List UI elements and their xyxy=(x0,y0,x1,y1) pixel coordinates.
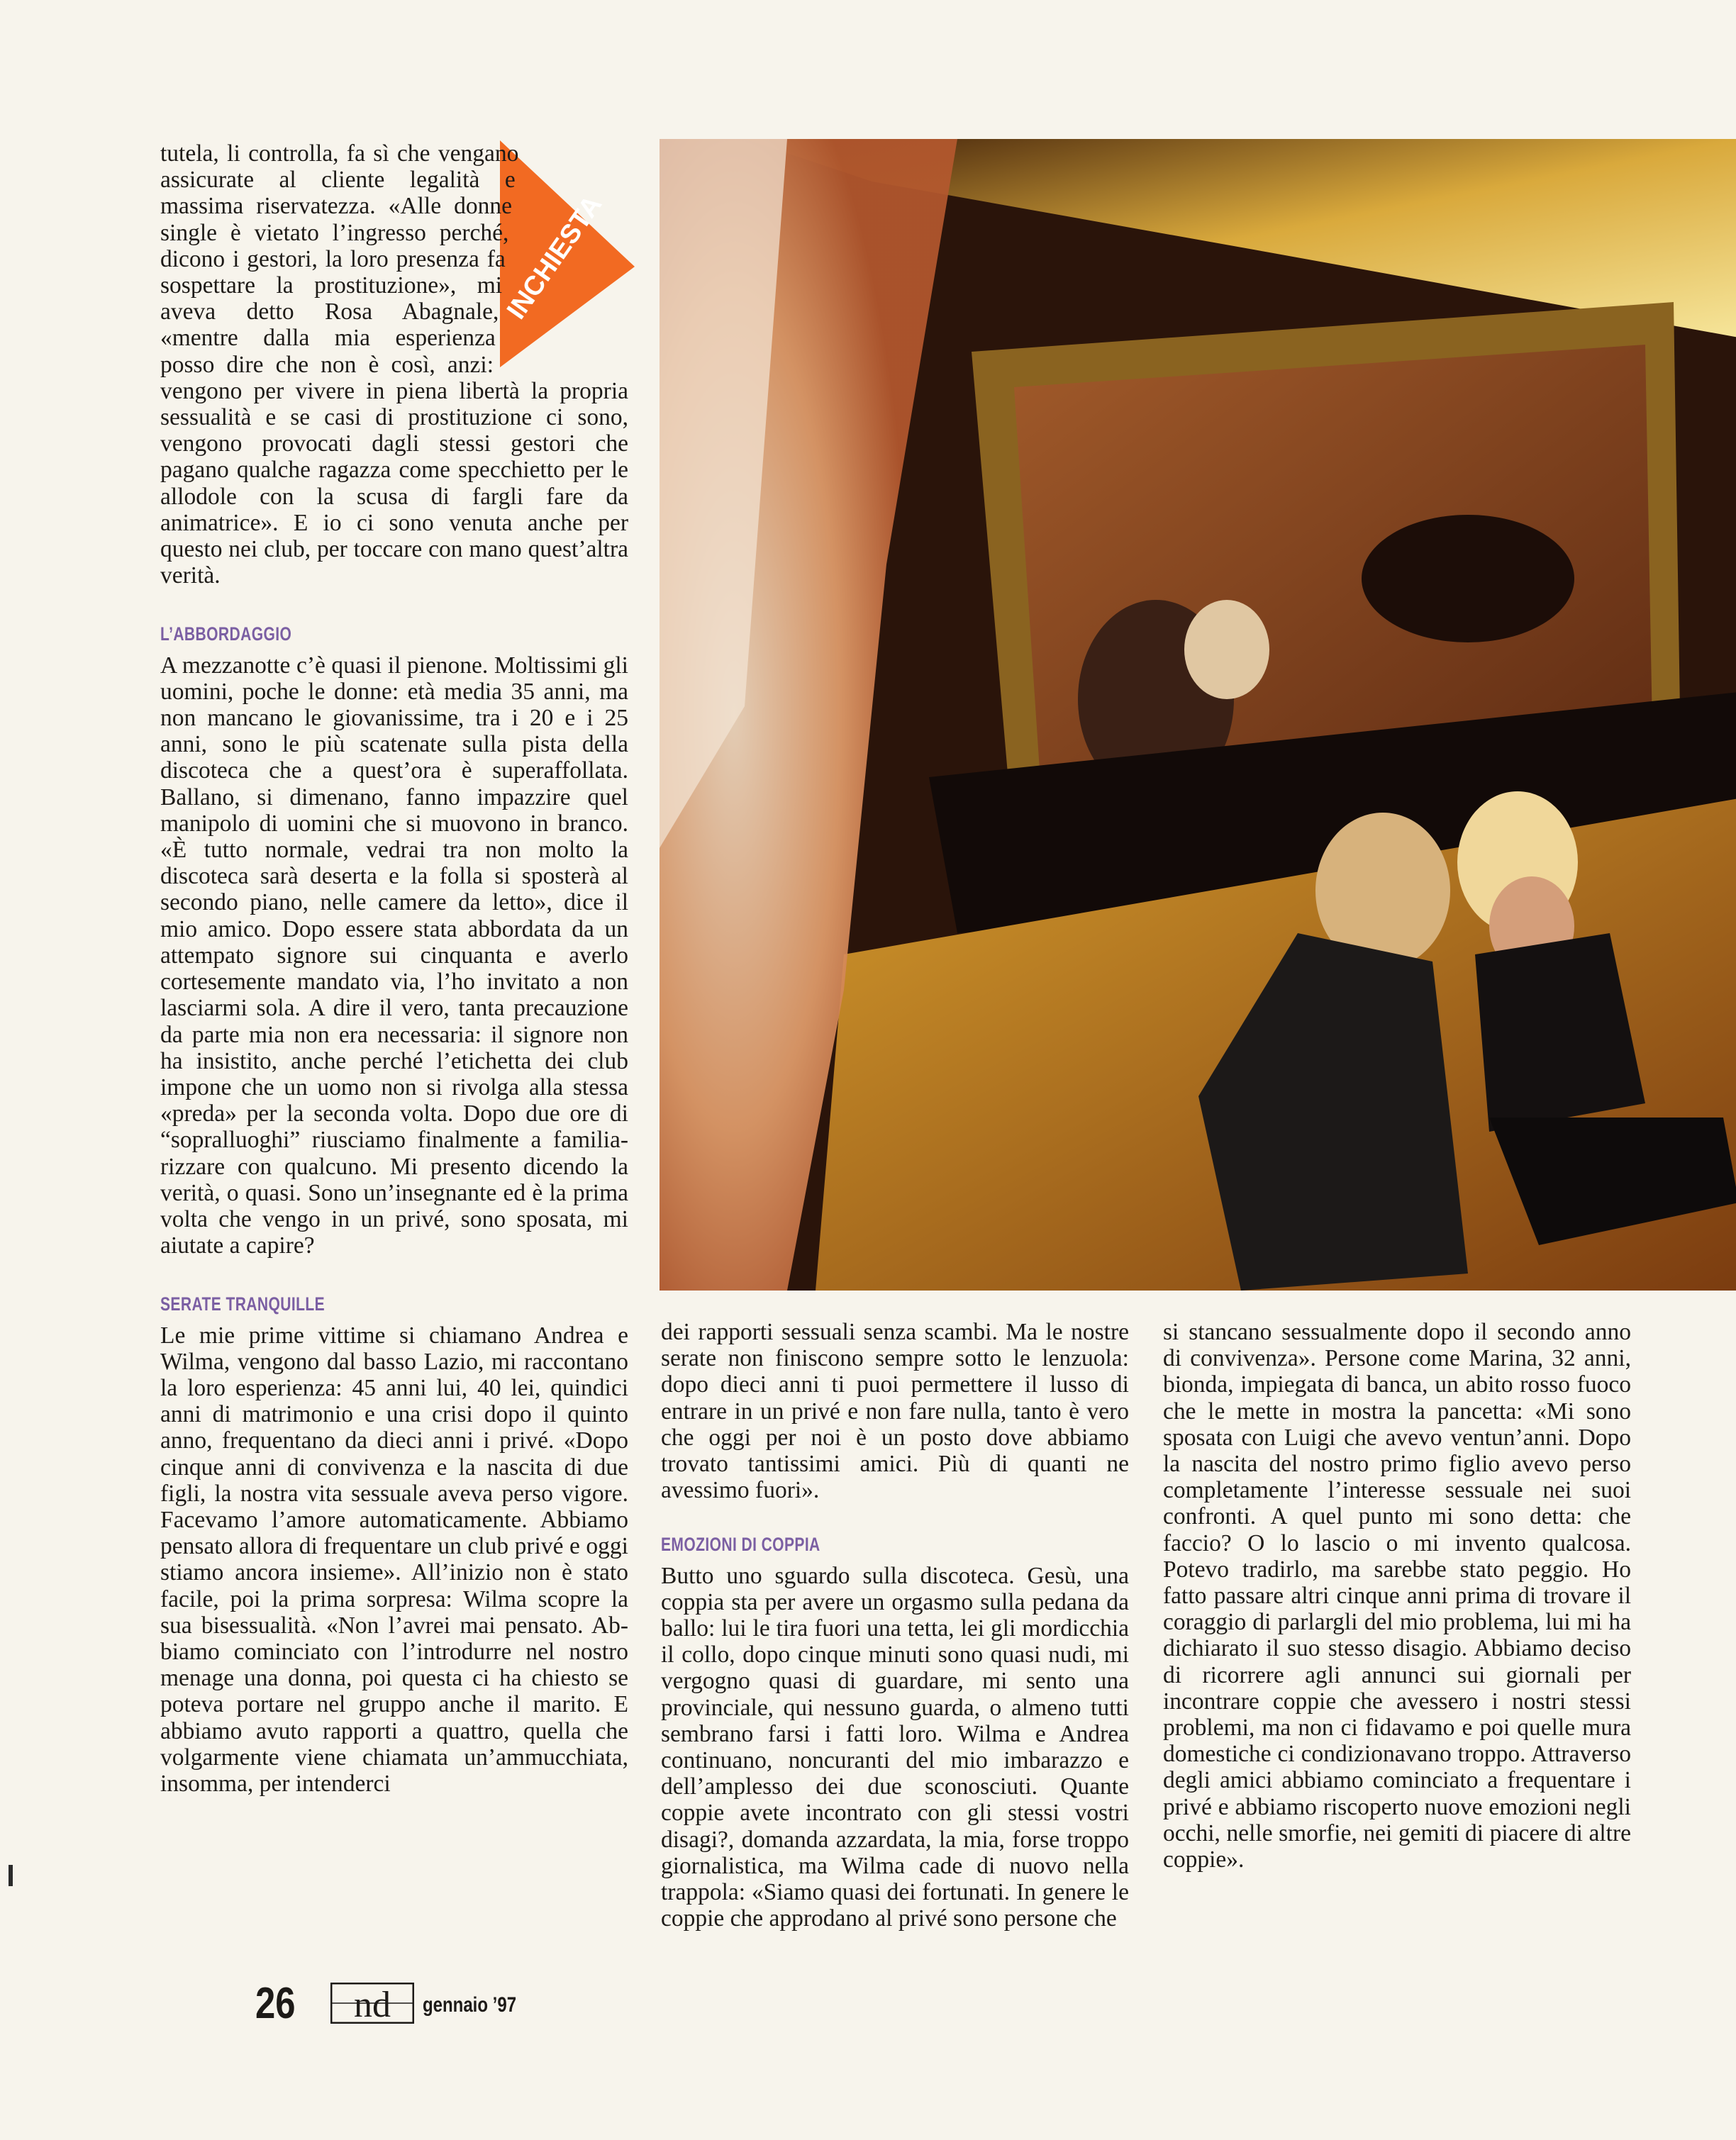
abbordaggio-paragraph: A mezzanotte c’è quasi il pienone. Moltissimi gli uomini, poche le donne: età media 35 anni, ma non mancano le giovanissime, tra i 20 e i 25 anni, sono le più scatenate sulla pista della discoteca che a quest’ora è superaffollata. Ballano, si dimenano, fanno impazzire quel manipolo di uomini che si muovono in branco. «È tutto normale, vedrai tra non molto la discoteca sarà deserta e la folla si sposterà al secondo piano, nelle camere da letto», dice il mio amico. Dopo essere stata abbordata da un attempato signore sui cinquanta e averlo cortesemente mandato via, l’ho invitato a non lasciarmi sola. A dire il vero, tanta precauzione da parte mia non era necessaria: il signore non ha insistito, anche perché l’etichetta dei club impone che un uomo non si rivolga alla stessa «preda» per la seconda volta. Dopo due ore di “sopralluoghi” riusciamo finalmente a familiarizzare con qualcuno. Mi presento dicendo la verità, o quasi. Sono un’insegnante ed è la prima volta che vengo in un privé, sono sposata, mi aiutate a capire? xyxy=(160,652,628,1259)
article-photo xyxy=(660,139,1736,1291)
section-tag-label: INCHIESTA xyxy=(501,190,608,325)
subheading-emozioni-di-coppia: EMOZIONI DI COPPIA xyxy=(661,1534,820,1556)
emozioni-paragraph-continued: si stancano sessualmente dopo il secondo anno di convivenza». Persone come Marina, 32 anni, bionda, impiegata di banca, un abito rosso fuoco che le mette in mostra la pancetta: «Mi sono sposata con Luigi che avevo ventun’anni. Dopo la nascita del nostro primo figlio avevo perso completamente l’interesse sessuale nei suoi confronti. A quel punto mi sono detta: che faccio? O lo lascio o mi invento qualcosa. Potevo tradirlo, ma sarebbe stato peggio. Ho fatto passare altri cinque anni prima di trovare il coraggio di parlargli del mio problema, lui mi ha dichiarato il suo stesso disagio. Abbiamo deciso di ricorrere agli annunci sui giornali per incontrare coppie che avessero i nostri stessi problemi, ma non ci fidavamo e poi quelle mura domestiche ci condizionavano troppo. Attraverso degli amici abbiamo cominciato a frequentare i privé e abbiamo riscoperto nuove emozioni negli occhi, nelle smorfie, nei gemiti di piacere di altre coppie». xyxy=(1163,1319,1631,1873)
magazine-logo xyxy=(330,1983,414,2024)
photo-illustration xyxy=(660,139,1736,1291)
serate-paragraph-1: Le mie prime vittime si chiamano Andrea e Wilma, vengono dal basso Lazio, mi raccontano la loro esperienza: 45 anni lui, 40 lei, quindici anni di matrimonio e una crisi dopo il quinto anno, frequentano da dieci anni i privé. «Dopo cinque anni di convivenza e la nascita di due figli, la nostra vita sessuale aveva perso vigore. Facevamo l’amore automaticamente. Abbiamo pensato allora di frequentare un club privé e oggi stiamo ancora insieme». All’inizio non è stato facile, poi la prima sorpresa: Wilma scopre la sua bisessualità. «Non l’avrei mai pensato. Abbiamo cominciato con l’introdurre nel nostro menage una donna, poi questa ci ha chiesto se poteva portare nel gruppo anche il marito. E abbiamo avuto rapporti a quattro, quella che volgarmente viene chiamata un’ammucchiata, insomma, per intenderci xyxy=(160,1322,628,1797)
subheading-serate-tranquille: SERATE TRANQUILLE xyxy=(160,1293,326,1315)
subheading-abbordaggio: L’ABBORDAGGIO xyxy=(160,623,292,645)
article-column-left xyxy=(160,140,628,1797)
page-number: 26 xyxy=(255,1979,296,2028)
page-footer xyxy=(255,1978,610,2035)
intro-paragraph: tutela, li controlla, fa sì che vengano assicurate al cliente legalità e massima riservatezza. «Alle donne single è vietato l’ingresso perché, dicono i gestori, la loro presenza fa sospettare la prostituzione», mi aveva detto Rosa Abagnale, «mentre dalla mia esperienza posso dire che non è così, anzi: vengono per vivere in piena libertà la propria sessualità e se casi di prostituzione ci sono, vengono provocati dagli stessi gestori che pagano qualche ragazza come specchietto per le allodole con la scusa di fargli fare da animatrice». E io ci sono venuta anche per questo nei club, per toccare con mano quest’altra verità. xyxy=(160,140,628,589)
article-column-right xyxy=(1163,1319,1631,1873)
emozioni-paragraph: Butto uno sguardo sulla discoteca. Gesù, una coppia sta per avere un orgasmo sulla pedana da ballo: lui le tira fuori una tetta, lei gli mordicchia il collo, dopo cinque minuti sono quasi nudi, mi vergogno quasi di guardare, mi sento una provinciale, qui nessuno guarda, o almeno tutti sembrano farsi i fatti loro. Wilma e Andrea continuano, noncuranti del mio imbarazzo e dell’amplesso dei due sconosciuti. Quante coppie avete incontrato con gli stessi vostri disagi?, domanda azzardata, la mia, forse troppo giornalistica, ma Wilma cade di nuovo nella trappola: «Siamo quasi dei fortunati. In genere le coppie che approdano al privé sono persone che xyxy=(661,1562,1129,1932)
magazine-logo-text: nd xyxy=(354,1985,391,2024)
article-column-middle xyxy=(661,1319,1129,1932)
issue-date: gennaio ’97 xyxy=(423,1993,517,2017)
serate-paragraph-2: dei rapporti sessuali senza scambi. Ma le nostre serate non finiscono sempre sotto le lenzuola: dopo dieci anni ti puoi permettere il lusso di entrare in un privé e non fare nulla, tanto è vero che oggi per noi è un posto dove abbiamo trovato tantissimi amici. Più di quanti ne avessimo fuori». xyxy=(661,1319,1129,1504)
binding-mark xyxy=(9,1865,13,1886)
